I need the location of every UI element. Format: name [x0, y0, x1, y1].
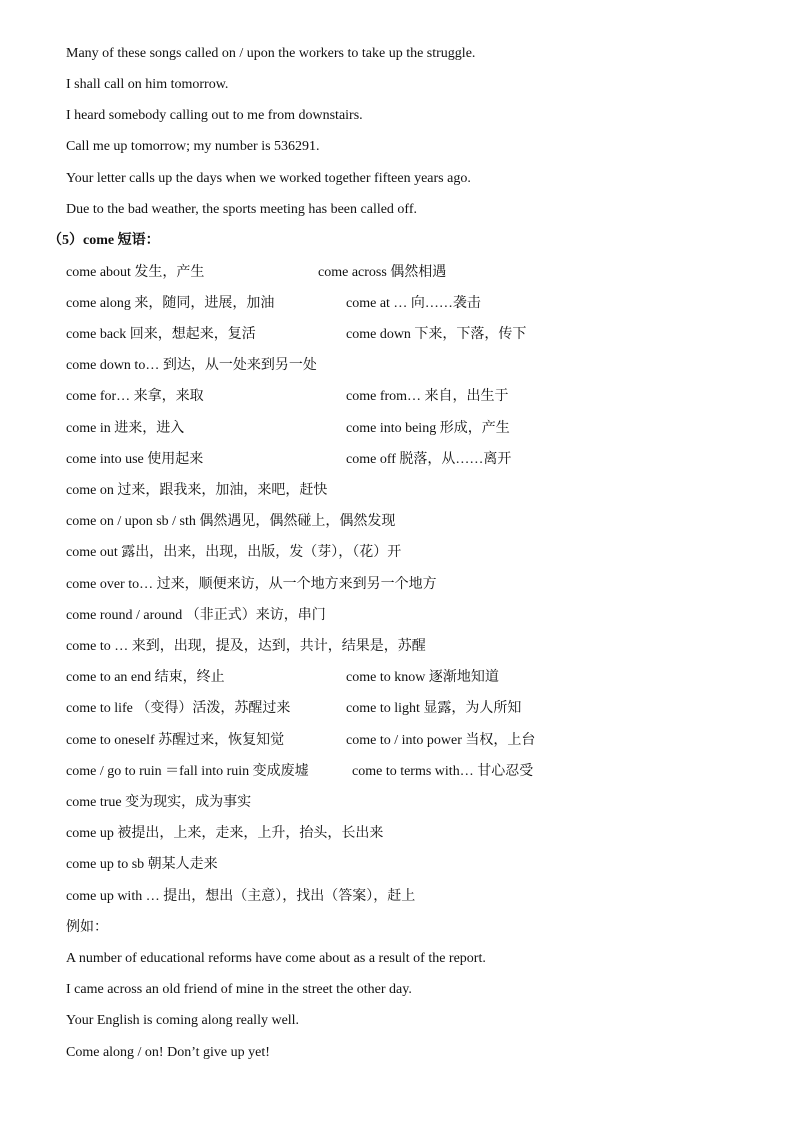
phrase-right: come into being 形成，产生	[346, 421, 510, 436]
phrase-left: come to life （变得）活泼，苏醒过来	[66, 701, 291, 716]
phrase-left: come to an end 结束，终止	[66, 670, 225, 685]
phrase-left: come down to… 到达，从一处来到另一处	[66, 358, 317, 373]
phrase-left: come into use 使用起来	[66, 452, 204, 467]
example-sentence-come: A number of educational reforms have come about as a result of the report.	[66, 951, 486, 966]
example-sentence-call: I shall call on him tomorrow.	[66, 77, 229, 92]
phrase-left: come true 变为现实，成为事实	[66, 795, 252, 810]
phrase-right: come off 脱落，从……离开	[346, 452, 512, 467]
phrase-left: come up with … 提出，想出（主意），找出（答案），赶上	[66, 889, 416, 904]
phrase-left: come on 过来，跟我来，加油，来吧，赶快	[66, 483, 328, 498]
phrase-left: come along 来，随同，进展，加油	[66, 296, 275, 311]
phrase-left: come on / upon sb / sth 偶然遇见，偶然碰上，偶然发现	[66, 514, 396, 529]
phrase-right: come at … 向……袭击	[346, 296, 481, 311]
example-sentence-call: Many of these songs called on / upon the workers to take up the struggle.	[66, 46, 476, 61]
phrase-left: come up 被提出，上来，走来，上升，抬头，长出来	[66, 826, 384, 841]
example-sentence-call: Due to the bad weather, the sports meeting has been called off.	[66, 202, 418, 217]
phrase-left: come for… 来拿，来取	[66, 389, 204, 404]
phrase-right: come down 下来，下落，传下	[346, 327, 527, 342]
example-label: 例如：	[66, 920, 108, 935]
phrase-left: come out 露出，出来，出现，出版，发（芽），（花）开	[66, 545, 402, 560]
phrase-left: come over to… 过来，顺便来访，从一个地方来到另一个地方	[66, 577, 437, 592]
phrase-right: come to light 显露，为人所知	[346, 701, 522, 716]
phrase-right: come across 偶然相遇	[318, 265, 447, 280]
example-sentence-call: I heard somebody calling out to me from downstairs.	[66, 108, 363, 123]
phrase-left: come back 回来，想起来，复活	[66, 327, 256, 342]
phrase-left: come round / around （非正式）来访，串门	[66, 608, 326, 623]
phrase-left: come about 发生，产生	[66, 265, 205, 280]
example-sentence-come: Come along / on! Don’t give up yet!	[66, 1045, 270, 1060]
phrase-left: come to … 来到，出现，提及，达到，共计，结果是，苏醒	[66, 639, 426, 654]
section-heading: （5）come 短语：	[48, 233, 160, 248]
phrase-right: come to terms with… 甘心忍受	[352, 764, 534, 779]
phrase-left: come / go to ruin ＝fall into ruin 变成废墟	[66, 764, 309, 779]
phrase-left: come to oneself 苏醒过来，恢复知觉	[66, 733, 285, 748]
example-sentence-call: Call me up tomorrow; my number is 536291.	[66, 139, 320, 154]
phrase-right: come from… 来自，出生于	[346, 389, 509, 404]
example-sentence-call: Your letter calls up the days when we worked together fifteen years ago.	[66, 171, 471, 186]
phrase-right: come to know 逐渐地知道	[346, 670, 499, 685]
phrase-right: come to / into power 当权，上台	[346, 733, 536, 748]
phrase-left: come in 进来，进入	[66, 421, 185, 436]
example-sentence-come: I came across an old friend of mine in the street the other day.	[66, 982, 412, 997]
phrase-left: come up to sb 朝某人走来	[66, 857, 218, 872]
example-sentence-come: Your English is coming along really well.	[66, 1013, 300, 1028]
